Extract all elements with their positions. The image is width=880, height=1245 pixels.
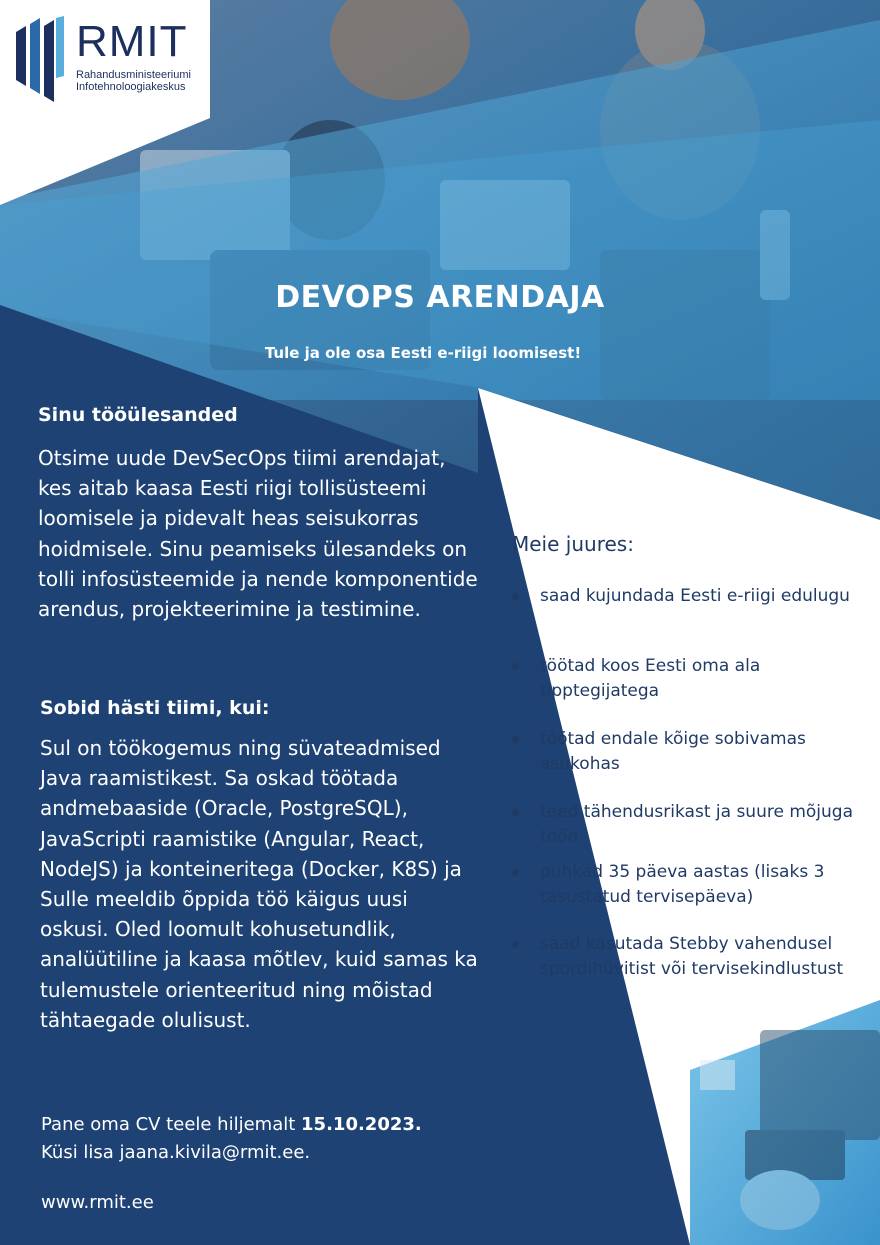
offer-text: puhkad 35 päeva aastas (lisaks 3 tasustatud tervisepäeva) — [540, 862, 825, 907]
offer-text: saad kujundada Eesti e-riigi edulugu — [540, 586, 850, 606]
deadline-date: 15.10.2023. — [301, 1114, 422, 1135]
offer-text: saad kasutada Stebby vahendusel spordihüvitist või tervisekindlustust — [540, 934, 844, 979]
offer-item — [510, 932, 866, 982]
tagline: Tule ja ole osa Eesti e-riigi loomisest! — [264, 344, 582, 362]
bullet-icon — [512, 869, 519, 876]
offer-text: töötad endale kõige sobivamas asukohas — [540, 729, 806, 774]
offer-item — [510, 860, 866, 910]
logo-wordmark: RMIT — [76, 17, 188, 66]
logo — [0, 0, 208, 118]
rmit-logo-icon — [16, 16, 66, 102]
bullet-icon — [512, 941, 519, 948]
website-link[interactable]: www.rmit.ee — [41, 1192, 154, 1213]
offer-text: töötad koos Eesti oma ala tipptegijatega — [540, 656, 761, 701]
deadline-line — [41, 1111, 422, 1139]
tasks-heading: Sinu tööülesanded — [38, 404, 238, 426]
job-title: DEVOPS ARENDAJA — [275, 280, 605, 315]
tasks-text: Otsime uude DevSecOps tiimi arendajat, kes aitab kaasa Eesti riigi tollisüsteemi loomisele ja pidevalt heas seisukorras hoidmisele. Sinu peamiseks ülesandeks on tolli infosüsteemide ja nende komponentide arendus, projekteerimine ja testimine. — [38, 446, 478, 622]
offer-text: teed tähendusrikast ja suure mõjuga tööd — [540, 802, 853, 847]
fit-heading: Sobid hästi tiimi, kui: — [40, 697, 270, 719]
bullet-icon — [512, 663, 519, 670]
fit-text: Sul on töökogemus ning süvateadmised Java raamistikest. Sa oskad töötada andmebaaside (Oracle, PostgreSQL), JavaScripti raamistike (Angular, React, NodeJS) ja konteineritega (Docker, K8S) ja Sulle meeldib õppida töö käigus uusi oskusi. Oled loomult kohusetundlik, analüütiline ja kaasa mõtlev, kuid samas ka tulemustele orienteeritud ning mõistad tähtaegade olulisust. — [40, 736, 478, 1032]
offer-item — [510, 584, 866, 609]
bullet-icon — [512, 736, 519, 743]
offers-title: Meie juures: — [512, 532, 634, 556]
bullet-icon — [512, 809, 519, 816]
offer-item — [510, 800, 866, 850]
offer-item — [510, 727, 866, 777]
logo-subtitle-line2: Infotehnoloogiakeskus — [76, 81, 186, 93]
offer-item — [510, 654, 866, 704]
contact-line: Küsi lisa jaana.kivila@rmit.ee. — [41, 1142, 311, 1163]
bullet-icon — [512, 593, 519, 600]
deadline-text: Pane oma CV teele hiljemalt — [41, 1114, 296, 1135]
logo-subtitle-line1: Rahandusministeeriumi — [76, 69, 191, 81]
